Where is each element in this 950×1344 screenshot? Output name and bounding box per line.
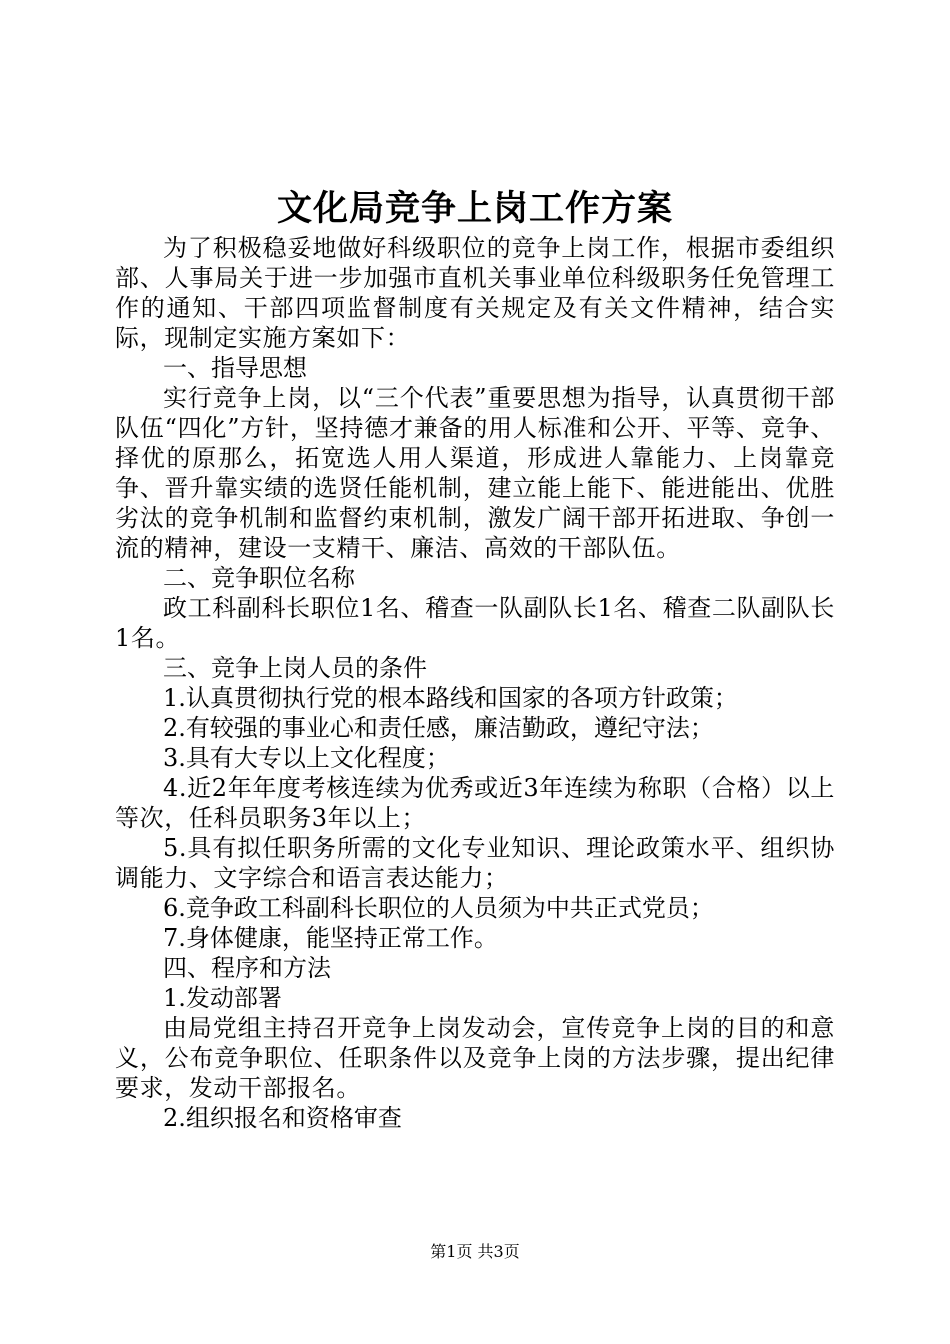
condition-item: 4.近2年年度考核连续为优秀或近3年连续为称职（合格）以上等次，任科员职务3年以上； <box>115 774 835 832</box>
positions-paragraph: 政工科副科长职位1名、稽查一队副队长1名、稽查二队副队长1名。 <box>115 594 835 652</box>
condition-item: 7.身体健康，能坚持正常工作。 <box>163 924 498 952</box>
intro-paragraph: 为了积极稳妥地做好科级职位的竞争上岗工作，根据市委组织部、人事局关于进一步加强市直机关事业单位科级职务任免管理工作的通知、干部四项监督制度有关规定及有关文件精神，结合实际，现制定实施方案如下： <box>115 234 835 352</box>
section-heading-procedure: 四、程序和方法 <box>163 954 331 982</box>
subsection-heading: 2.组织报名和资格审查 <box>163 1104 402 1132</box>
condition-item: 1.认真贯彻执行党的根本路线和国家的各项方针政策； <box>163 684 738 712</box>
section-heading-positions: 二、竞争职位名称 <box>163 564 355 592</box>
page-indicator: 第1页 共3页 <box>430 1242 520 1261</box>
condition-item: 3.具有大专以上文化程度； <box>163 744 450 772</box>
section-heading-guiding-thought: 一、指导思想 <box>163 354 307 382</box>
document-title: 文化局竞争上岗工作方案 <box>276 188 673 229</box>
condition-item: 5.具有拟任职务所需的文化专业知识、理论政策水平、组织协调能力、文字综合和语言表达能力； <box>115 834 835 892</box>
procedure-paragraph: 由局党组主持召开竞争上岗发动会，宣传竞争上岗的目的和意义，公布竞争职位、任职条件以及竞争上岗的方法步骤，提出纪律要求，发动干部报名。 <box>115 1014 835 1102</box>
condition-item: 2.有较强的事业心和责任感，廉洁勤政，遵纪守法； <box>163 714 714 742</box>
section-heading-conditions: 三、竞争上岗人员的条件 <box>163 654 427 682</box>
guiding-thought-paragraph: 实行竞争上岗，以“三个代表”重要思想为指导，认真贯彻干部队伍“四化”方针，坚持德才兼备的用人标准和公开、平等、竞争、择优的原那么，拓宽选人用人渠道，形成进人靠能力、上岗靠竞争、晋升靠实绩的选贤任能机制，建立能上能下、能进能出、优胜劣汰的竞争机制和监督约束机制，激发广阔干部开拓进取、争创一流的精神，建设一支精干、廉洁、高效的干部队伍。 <box>115 384 835 562</box>
document-body <box>115 233 835 1133</box>
condition-item: 6.竞争政工科副科长职位的人员须为中共正式党员； <box>163 894 714 922</box>
subsection-heading: 1.发动部署 <box>163 984 282 1012</box>
